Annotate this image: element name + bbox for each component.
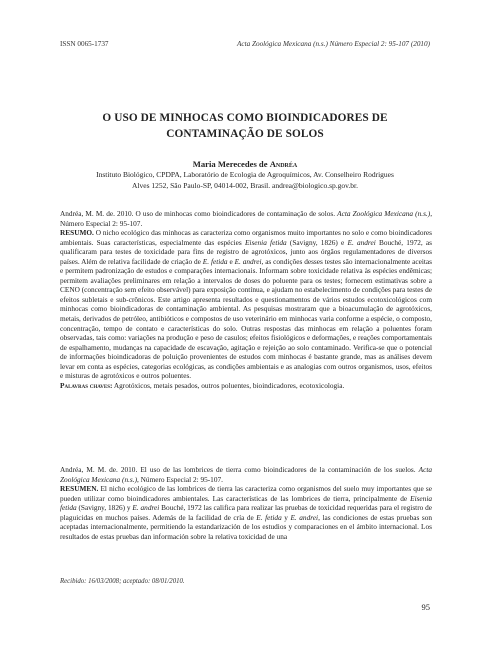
- citation-es: Andréa, M. M. de. 2010. El uso de las lombrices de tierra como bioindicadores de la contaminación de los suelos. Acta Zoológica Mexicana (n.s.), Número Especial 2: 95-107.: [60, 465, 432, 484]
- affiliation: [80, 170, 410, 191]
- abstract-spanish: [60, 465, 432, 541]
- abstract-portuguese: [60, 209, 432, 390]
- affiliation-line-2: Alves 1252, São Paulo-SP, 04014-002, Brasil. andrea@biologico.sp.gov.br.: [132, 180, 358, 190]
- received-date: Recibido: 16/03/2008; aceptado: 08/01/2010.: [60, 578, 185, 585]
- resumen-label: RESUMEN.: [60, 484, 99, 494]
- author-name: [60, 159, 430, 169]
- keywords-pt: Palavras chaves: Agrotóxicos, metais pesados, outros poluentes, bioindicadores, ecotoxicologia.: [60, 380, 345, 390]
- keywords-label: Palavras chaves:: [60, 380, 113, 390]
- citation-pt: Andréa, M. M. de. 2010. O uso de minhocas como bioindicadores de contaminação de solos. Acta Zoológica Mexicana (n.s.), Número Especial 2: 95-107.: [60, 209, 433, 228]
- title-line-1: O USO DE MINHOCAS COMO BIOINDICADORES DE: [102, 112, 388, 124]
- author-surname: Andréa: [269, 159, 298, 169]
- title-line-2: CONTAMINAÇÃO DE SOLOS: [166, 127, 324, 140]
- author-given: Maria Merecedes de: [192, 159, 268, 169]
- journal-citation: Acta Zoológica Mexicana (n.s.) Número Especial 2: 95-107 (2010): [237, 40, 430, 48]
- page-number: 95: [421, 602, 430, 612]
- affiliation-line-1: Instituto Biológico, CPDPA, Laboratório de Ecologia de Agroquímicos, Av. Conselheiro Rodrigues: [96, 170, 394, 179]
- resumo-paragraph: RESUMO. O nicho ecológico das minhocas as caracteriza como organismos muito importantes no solo e como bioindicadores ambientais. Suas características, especialmente das espécies Eisenia fetida (Savigny, 1826) e E. andrei Bouché, 1972, as qualificaram para testes de toxicidade para fins de registro de agrotóxicos, junto aos órgãos regulamentadores de diversos países. Além de relativa facilidade de criação de E. fetida e E. andrei, as condições desses testes são internacionalmente aceitas e permitem padronização de estudos e comparações internacionais. Informam sobre toxicidade relativa às espécies endêmicas; permitem avaliações preliminares em relação a intervalos de doses do poluente para os testes; fornecem estimativas sobre a CENO (concentração sem efeito observável) para exposição contínua, e ajudam no estabelecimento de condições para testes de efeitos subletais e sub-crônicos. Este artigo apresenta resultados e questionamentos de vários estudos ecotoxicológicos com minhocas como bioindicadoras de contaminação ambiental. As pesquisas mostraram que a bioacumulação de agrotóxicos, metais, derivados de petróleo, antibióticos e compostos de uso veterinário em minhocas varia conforme a espécie, o composto, concentração, tempo de contato e características do solo. Outras respostas das minhocas em relação a poluentes foram observadas, tais como: variações na produção e peso de casulos; efeitos fisiológicos e deformações, e reações comportamentais de espalhamento, mudanças na capacidade de escavação, agitação e rejeição ao solo contaminado. Verifica-se que o potencial de informações bioindicadoras de poluição provenientes de estudos com minhocas é bastante grande, mas as análises devem levar em conta as espécies, categorias ecológicas, as condições ambientais e as analogias com outros organismos, usos, efeitos e misturas de agrotóxicos e outros poluentes.: [60, 228, 433, 381]
- issn: ISSN 0065-1737: [60, 40, 109, 48]
- resumo-label: RESUMO.: [60, 228, 94, 238]
- resumen-paragraph: RESUMEN. El nicho ecológico de las lombrices de tierra las caracteriza como organismos del suelo muy importantes que se pueden utilizar como bioindicadores ambientales. Las características de las lombrices de tierra, principalmente de Eisenia fetida (Savigny, 1826) y E. andrei Bouché, 1972 las califica para realizar las pruebas de toxicidad requeridas para el registro de plaguicidas en muchos países. Además de la facilidad de cría de E. fetida y E. andrei, las condiciones de estas pruebas son aceptadas internacionalmente, permitiendo la estandarización de los estudios y comparaciones en el ámbito internacional. Los resultados de estas pruebas dan información sobre la relativa toxicidad de una: [60, 484, 433, 541]
- running-header: [60, 40, 430, 52]
- article-title: [60, 111, 430, 142]
